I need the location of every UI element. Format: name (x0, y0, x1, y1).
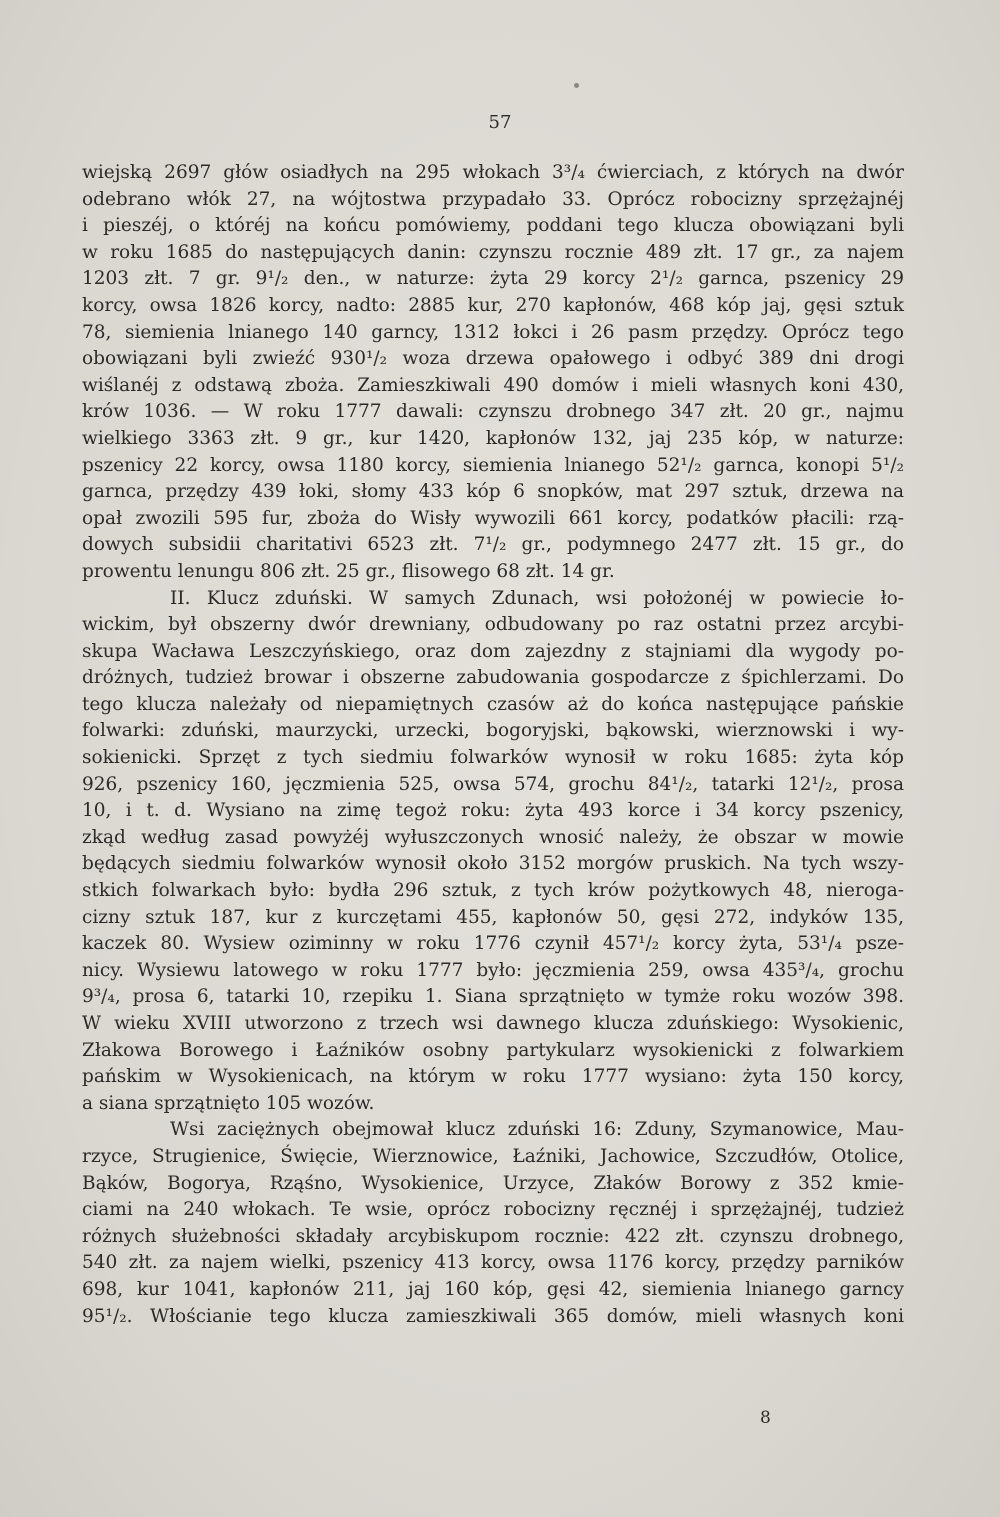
text-line: 95¹/₂. Włościanie tego klucza zamieszkiwali 365 domów, mieli własnych koni (82, 1305, 904, 1327)
text-line: odebrano włók 27, na wójtostwa przypadało 33. Oprócz robocizny sprzężajnéj (82, 188, 904, 210)
text-line: sokienicki. Sprzęt z tych siedmiu folwarków wynosił w roku 1685: żyta kóp (82, 747, 904, 769)
text-line: Złakowa Borowego i Łaźników osobny partykularz wysokienicki z folwarkiem (82, 1039, 904, 1061)
ink-spot (574, 83, 579, 88)
text-line: rzyce, Strugienice, Święcie, Wierznowice, Łaźniki, Jachowice, Szczudłów, Otolice, (82, 1145, 904, 1167)
signature-mark: 8 (760, 1408, 771, 1428)
text-line: wielkiego 3363 złt. 9 gr., kur 1420, kapłonów 132, jaj 235 kóp, w naturze: (82, 427, 904, 449)
text-line: 698, kur 1041, kapłonów 211, jaj 160 kóp, gęsi 42, siemienia lnianego garncy (82, 1278, 904, 1300)
text-line: 926, pszenicy 160, jęczmienia 525, owsa 574, grochu 84¹/₂, tatarki 12¹/₂, prosa (82, 773, 904, 795)
text-line: garnca, przędzy 439 łoki, słomy 433 kóp 6 snopków, mat 297 sztuk, drzewa na (82, 481, 904, 503)
text-line: 78, siemienia lnianego 140 garncy, 1312 łokci i 26 pasm przędzy. Oprócz tego (82, 321, 904, 343)
text-line: opał zwozili 595 fur, zboża do Wisły wywozili 661 korcy, podatków płacili: rzą- (82, 507, 904, 529)
text-line: korcy, owsa 1826 korcy, nadto: 2885 kur, 270 kapłonów, 468 kóp jaj, gęsi sztuk (82, 294, 904, 316)
text-line: II. Klucz zduński. W samych Zdunach, wsi położonéj w powiecie ło- (170, 587, 904, 609)
text-line: a siana sprzątnięto 105 wozów. (82, 1092, 375, 1114)
text-line: obowiązani byli zwieźć 930¹/₂ woza drzewa opałowego i odbyć 389 dni drogi (82, 348, 904, 370)
text-line: różnych służebności składały arcybiskupom rocznie: 422 złt. czynszu drobnego, (82, 1225, 904, 1247)
text-line: krów 1036. — W roku 1777 dawali: czynszu drobnego 347 złt. 20 gr., najmu (82, 401, 904, 423)
text-line: 9³/₄, prosa 6, tatarki 10, rzepiku 1. Siana sprzątnięto w tymże roku wozów 398. (82, 986, 904, 1008)
text-line: kaczek 80. Wysiew oziminny w roku 1776 czynił 457¹/₂ korcy żyta, 53¹/₄ psze- (82, 933, 904, 955)
text-line: wiślanéj z odstawą zboża. Zamieszkiwali 490 domów i mieli własnych koni 430, (82, 374, 904, 396)
text-line: ciami na 240 włokach. Te wsie, oprócz robocizny ręcznéj i sprzężajnéj, tudzież (82, 1199, 904, 1221)
text-line: W wieku XVIII utworzono z trzech wsi dawnego klucza zduńskiego: Wysokienic, (82, 1013, 904, 1034)
text-line: skupa Wacława Leszczyńskiego, oraz dom zajezdny z stajniami dla wygody po- (82, 640, 904, 662)
text-line: będących siedmiu folwarków wynosił około 3152 morgów pruskich. Na tych wszy- (82, 853, 904, 875)
text-line: 1203 złt. 7 gr. 9¹/₂ den., w naturze: żyta 29 korcy 2¹/₂ garnca, pszenicy 29 (82, 268, 904, 290)
body-text (82, 160, 904, 1330)
text-line: tego klucza należały od niepamiętnych czasów aż do końca następujące pańskie (82, 693, 904, 715)
text-line: 540 złt. za najem wielki, pszenicy 413 korcy, owsa 1176 korcy, przędzy parników (82, 1252, 904, 1274)
text-line: nicy. Wysiewu latowego w roku 1777 było: jęczmienia 259, owsa 435³/₄, grochu (82, 959, 904, 981)
text-line: Bąków, Bogorya, Rząśno, Wysokienice, Urzyce, Złaków Borowy z 352 kmie- (82, 1172, 904, 1194)
text-line: zkąd według zasad powyżéj wyłuszczonych wnosić należy, że obszar w mowie (82, 826, 904, 848)
text-line: wiejską 2697 głów osiadłych na 295 włokach 3³/₄ ćwierciach, z których na dwór (82, 162, 904, 183)
text-line: folwarki: zduński, maurzycki, urzecki, bogoryjski, bąkowski, wierznowski i wy- (82, 720, 904, 742)
text-line: Wsi zaciężnych obejmował klucz zduński 16: Zduny, Szymanowice, Mau- (170, 1119, 904, 1141)
text-line: cizny sztuk 187, kur z kurczętami 455, kapłonów 50, gęsi 272, indyków 135, (82, 906, 904, 928)
text-line: wickim, był obszerny dwór drewniany, odbudowany po raz ostatni przez arcybi- (82, 614, 904, 636)
text-line: prowentu lenungu 806 złt. 25 gr., flisowego 68 złt. 14 gr. (82, 560, 615, 582)
text-line: pszenicy 22 korcy, owsa 1180 korcy, siemienia lnianego 52¹/₂ garnca, konopi 5¹/₂ (82, 454, 904, 476)
text-line: dowych subsidii charitativi 6523 złt. 7¹/₂ gr., podymnego 2477 złt. 15 gr., do (82, 534, 904, 556)
text-line: dróżnych, tudzież browar i obszerne zabudowania gospodarcze z śpichlerzami. Do (82, 667, 904, 689)
text-line: 10, i t. d. Wysiano na zimę tegoż roku: żyta 493 korce i 34 korcy pszenicy, (82, 800, 904, 822)
text-line: w roku 1685 do następujących danin: czynszu rocznie 489 złt. 17 gr., za najem (82, 241, 904, 263)
page-number: 57 (488, 112, 512, 133)
text-line: stkich folwarkach było: bydła 296 sztuk, z tych krów pożytkowych 48, nieroga- (82, 880, 904, 902)
text-line: i pieszéj, o któréj na końcu pomówiemy, poddani tego klucza obowiązani byli (82, 215, 904, 237)
text-line: pańskim w Wysokienicach, na którym w roku 1777 wysiano: żyta 150 korcy, (82, 1066, 904, 1088)
